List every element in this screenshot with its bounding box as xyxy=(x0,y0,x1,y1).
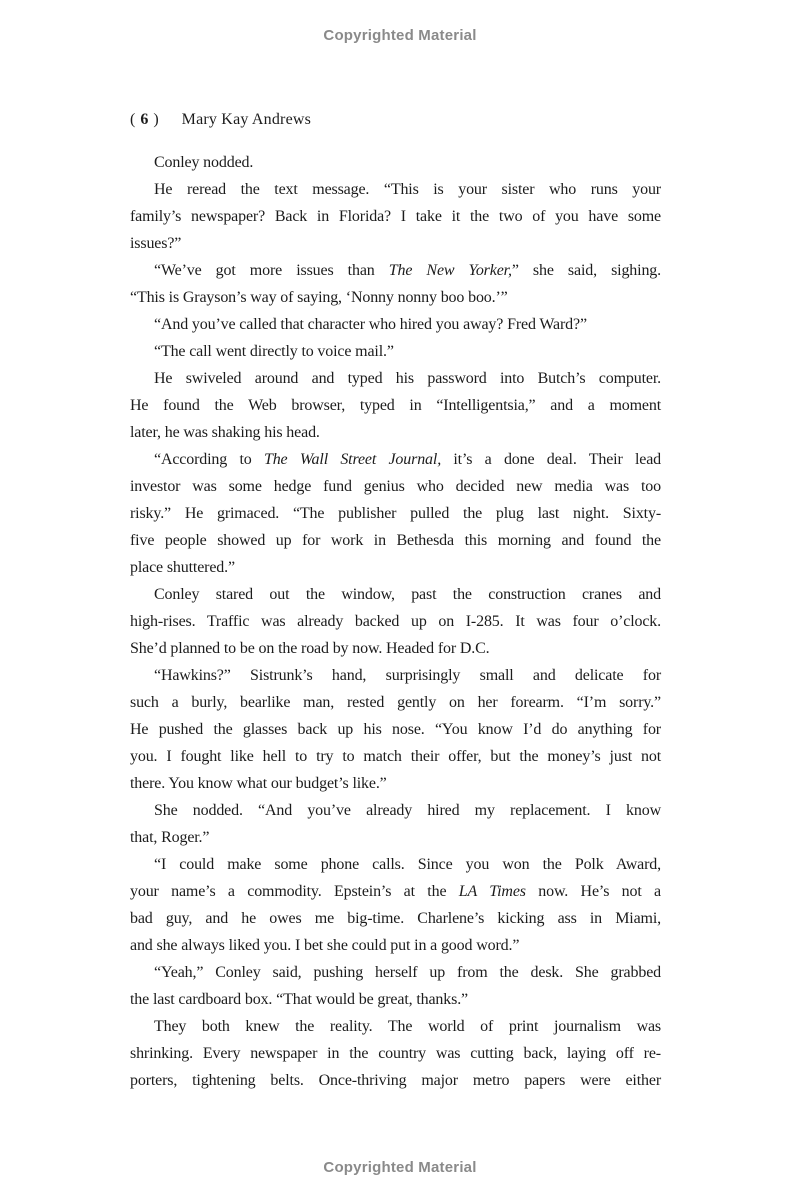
text-segment: “This is Grayson’s way of saying, ‘Nonny nonny boo boo.’” xyxy=(130,289,508,306)
text-line xyxy=(130,824,661,851)
text-line xyxy=(130,1040,661,1067)
text-segment: “We’ve got more issues than xyxy=(154,262,389,279)
text-line xyxy=(130,716,661,743)
text-segment: He found the Web browser, typed in “Intelligentsia,” and a moment xyxy=(130,397,661,414)
text-segment: She nodded. “And you’ve already hired my replacement. I know xyxy=(154,802,661,819)
text-segment: porters, tightening belts. Once-thriving major metro papers were either xyxy=(130,1072,661,1089)
text-line xyxy=(130,257,661,284)
page-number: 6 xyxy=(140,111,150,128)
text-segment: the last cardboard box. “That would be great, thanks.” xyxy=(130,991,469,1008)
text-line xyxy=(130,284,661,311)
text-line xyxy=(130,959,661,986)
page-body xyxy=(130,149,661,1094)
paragraph xyxy=(130,959,661,1013)
text-line xyxy=(130,365,661,392)
text-segment: place shuttered.” xyxy=(130,559,235,576)
text-segment: there. You know what our budget’s like.” xyxy=(130,775,387,792)
text-segment: ” she said, sighing. xyxy=(511,262,661,279)
text-segment: five people showed up for work in Bethesda this morning and found the xyxy=(130,532,661,549)
text-line xyxy=(130,203,661,230)
text-segment: and she always liked you. I bet she could put in a good word.” xyxy=(130,937,520,954)
paragraph xyxy=(130,1013,661,1094)
paragraph xyxy=(130,149,661,176)
text-segment: risky.” He grimaced. “The publisher pulled the plug last night. Sixty- xyxy=(130,505,661,522)
text-line xyxy=(130,743,661,770)
text-segment: He reread the text message. “This is your sister who runs your xyxy=(154,181,661,198)
text-line xyxy=(130,473,661,500)
text-line xyxy=(130,581,661,608)
italic-book-title: LA Times xyxy=(458,883,526,900)
paragraph xyxy=(130,446,661,581)
text-line xyxy=(130,797,661,824)
italic-book-title: The Wall Street Journal, xyxy=(263,451,442,468)
text-segment: “Hawkins?” Sistrunk’s hand, surprisingly small and delicate for xyxy=(154,667,661,684)
text-line xyxy=(130,689,661,716)
text-line xyxy=(130,392,661,419)
text-segment: bad guy, and he owes me big-time. Charlene’s kicking ass in Miami, xyxy=(130,910,661,927)
text-segment: investor was some hedge fund genius who decided new media was too xyxy=(130,478,661,495)
text-line xyxy=(130,446,661,473)
paragraph xyxy=(130,176,661,257)
text-segment: issues?” xyxy=(130,235,182,252)
paragraph xyxy=(130,338,661,365)
text-line xyxy=(130,851,661,878)
text-segment: “I could make some phone calls. Since you won the Polk Award, xyxy=(154,856,661,873)
text-segment: later, he was shaking his head. xyxy=(130,424,320,441)
text-segment: He pushed the glasses back up his nose. “You know I’d do anything for xyxy=(130,721,661,738)
text-line xyxy=(130,338,661,365)
page-header xyxy=(130,111,311,129)
text-segment: Conley stared out the window, past the construction cranes and xyxy=(154,586,661,603)
text-segment: that, Roger.” xyxy=(130,829,210,846)
text-segment: it’s a done deal. Their lead xyxy=(441,451,661,468)
paragraph xyxy=(130,797,661,851)
text-line xyxy=(130,770,661,797)
text-line xyxy=(130,662,661,689)
copyright-watermark-bottom: Copyrighted Material xyxy=(323,1159,477,1176)
text-segment: such a burly, bearlike man, rested gently on her forearm. “I’m sorry.” xyxy=(130,694,661,711)
italic-book-title: The New Yorker, xyxy=(388,262,512,279)
text-segment: “According to xyxy=(154,451,264,468)
text-segment: They both knew the reality. The world of print journalism was xyxy=(154,1018,661,1035)
text-line xyxy=(130,176,661,203)
text-segment: He swiveled around and typed his password into Butch’s computer. xyxy=(154,370,661,387)
paragraph xyxy=(130,311,661,338)
text-line xyxy=(130,230,661,257)
paragraph xyxy=(130,851,661,959)
paragraph xyxy=(130,662,661,797)
text-line xyxy=(130,932,661,959)
text-line xyxy=(130,905,661,932)
text-line xyxy=(130,878,661,905)
paragraph xyxy=(130,365,661,446)
text-line xyxy=(130,986,661,1013)
text-line xyxy=(130,500,661,527)
text-segment: “Yeah,” Conley said, pushing herself up from the desk. She grabbed xyxy=(154,964,661,981)
text-segment: your name’s a commodity. Epstein’s at the xyxy=(130,883,459,900)
text-line xyxy=(130,1013,661,1040)
text-segment: “And you’ve called that character who hired you away? Fred Ward?” xyxy=(154,316,587,333)
text-line xyxy=(130,149,661,176)
text-line xyxy=(130,554,661,581)
text-line xyxy=(130,1067,661,1094)
paragraph xyxy=(130,581,661,662)
text-segment: now. He’s not a xyxy=(525,883,661,900)
text-line xyxy=(130,419,661,446)
copyright-watermark-top: Copyrighted Material xyxy=(323,27,477,44)
paragraph xyxy=(130,257,661,311)
text-line xyxy=(130,527,661,554)
text-line xyxy=(130,608,661,635)
folio xyxy=(130,111,160,128)
text-segment: She’d planned to be on the road by now. Headed for D.C. xyxy=(130,640,490,657)
text-segment: shrinking. Every newspaper in the country was cutting back, laying off re- xyxy=(130,1045,661,1062)
folio-close-paren: ) xyxy=(153,111,160,128)
text-line xyxy=(130,311,661,338)
text-segment: “The call went directly to voice mail.” xyxy=(154,343,394,360)
text-segment: family’s newspaper? Back in Florida? I take it the two of you have some xyxy=(130,208,661,225)
text-segment: high-rises. Traffic was already backed up on I-285. It was four o’clock. xyxy=(130,613,661,630)
folio-open-paren: ( xyxy=(130,111,137,128)
text-segment: you. I fought like hell to try to match their offer, but the money’s just not xyxy=(130,748,661,765)
running-head-author: Mary Kay Andrews xyxy=(181,111,312,128)
text-segment: Conley nodded. xyxy=(154,154,254,171)
text-line xyxy=(130,635,661,662)
